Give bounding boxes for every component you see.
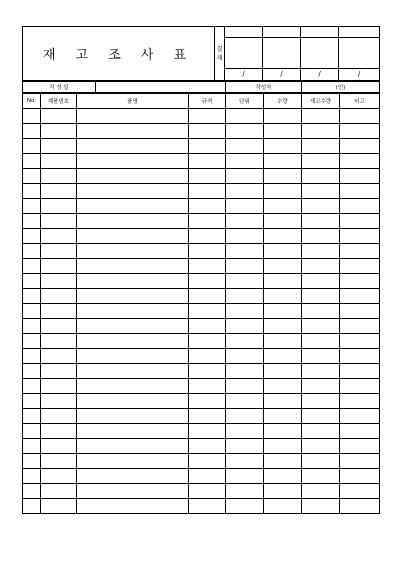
cell-remarks[interactable] <box>340 304 380 319</box>
cell-stock-quantity[interactable] <box>302 409 340 424</box>
cell-no[interactable] <box>23 214 41 229</box>
col-header-no: No. <box>23 94 41 109</box>
cell-unit[interactable] <box>226 229 264 244</box>
cell-stock-quantity[interactable] <box>302 379 340 394</box>
cell-unit[interactable] <box>226 484 264 499</box>
table-row <box>23 214 380 229</box>
cell-no[interactable] <box>23 169 41 184</box>
cell-unit[interactable] <box>226 469 264 484</box>
cell-stock-quantity[interactable] <box>302 364 340 379</box>
cell-remarks[interactable] <box>340 439 380 454</box>
approval-label-bottom: 재 <box>216 54 223 62</box>
cell-product-number[interactable] <box>41 454 77 469</box>
cell-quantity[interactable] <box>264 379 302 394</box>
cell-stock-quantity[interactable] <box>302 289 340 304</box>
cell-remarks[interactable] <box>340 184 380 199</box>
approval-label <box>215 27 225 81</box>
cell-product-name[interactable] <box>77 469 189 484</box>
cell-quantity[interactable] <box>264 364 302 379</box>
cell-quantity[interactable] <box>264 394 302 409</box>
cell-product-name[interactable] <box>77 394 189 409</box>
cell-unit[interactable] <box>226 154 264 169</box>
cell-quantity[interactable] <box>264 259 302 274</box>
cell-product-name[interactable] <box>77 304 189 319</box>
cell-product-number[interactable] <box>41 469 77 484</box>
cell-no[interactable] <box>23 289 41 304</box>
cell-spec[interactable] <box>189 169 226 184</box>
table-row <box>23 199 380 214</box>
cell-product-name[interactable] <box>77 109 189 124</box>
cell-no[interactable] <box>23 394 41 409</box>
cell-product-name[interactable] <box>77 499 189 514</box>
col-header-remarks: 비고 <box>340 94 380 109</box>
cell-product-name[interactable] <box>77 229 189 244</box>
cell-product-number[interactable] <box>41 364 77 379</box>
cell-no[interactable] <box>23 424 41 439</box>
table-row <box>23 184 380 199</box>
cell-product-number[interactable] <box>41 424 77 439</box>
cell-unit[interactable] <box>226 139 264 154</box>
table-row <box>23 274 380 289</box>
cell-stock-quantity[interactable] <box>302 229 340 244</box>
table-row <box>23 289 380 304</box>
cell-stock-quantity[interactable] <box>302 274 340 289</box>
table-row <box>23 439 380 454</box>
cell-no[interactable] <box>23 304 41 319</box>
col-header-quantity: 수량 <box>264 94 302 109</box>
cell-spec[interactable] <box>189 469 226 484</box>
approval-date-1[interactable]: / <box>225 68 263 80</box>
cell-no[interactable] <box>23 484 41 499</box>
cell-no[interactable] <box>23 274 41 289</box>
col-header-stock-quantity: 재고수량 <box>302 94 340 109</box>
cell-spec[interactable] <box>189 124 226 139</box>
table-body <box>23 109 380 514</box>
cell-product-number[interactable] <box>41 379 77 394</box>
cell-no[interactable] <box>23 109 41 124</box>
cell-product-number[interactable] <box>41 169 77 184</box>
cell-unit[interactable] <box>226 124 264 139</box>
cell-spec[interactable] <box>189 454 226 469</box>
cell-product-number[interactable] <box>41 334 77 349</box>
cell-stock-quantity[interactable] <box>302 454 340 469</box>
cell-stock-quantity[interactable] <box>302 424 340 439</box>
table-row <box>23 409 380 424</box>
cell-no[interactable] <box>23 349 41 364</box>
cell-no[interactable] <box>23 319 41 334</box>
cell-spec[interactable] <box>189 349 226 364</box>
cell-remarks[interactable] <box>340 124 380 139</box>
cell-product-number[interactable] <box>41 409 77 424</box>
cell-remarks[interactable] <box>340 274 380 289</box>
cell-product-number[interactable] <box>41 184 77 199</box>
cell-stock-quantity[interactable] <box>302 184 340 199</box>
cell-remarks[interactable] <box>340 154 380 169</box>
cell-no[interactable] <box>23 199 41 214</box>
col-header-product-name: 품명 <box>77 94 189 109</box>
cell-product-number[interactable] <box>41 499 77 514</box>
cell-product-name[interactable] <box>77 319 189 334</box>
cell-stock-quantity[interactable] <box>302 469 340 484</box>
cell-quantity[interactable] <box>264 424 302 439</box>
header-table <box>22 26 380 81</box>
table-row <box>23 169 380 184</box>
cell-spec[interactable] <box>189 319 226 334</box>
cell-quantity[interactable] <box>264 169 302 184</box>
cell-spec[interactable] <box>189 439 226 454</box>
cell-product-name[interactable] <box>77 274 189 289</box>
cell-no[interactable] <box>23 469 41 484</box>
cell-spec[interactable] <box>189 409 226 424</box>
cell-remarks[interactable] <box>340 379 380 394</box>
cell-stock-quantity[interactable] <box>302 499 340 514</box>
cell-stock-quantity[interactable] <box>302 439 340 454</box>
col-header-spec: 규격 <box>189 94 226 109</box>
cell-stock-quantity[interactable] <box>302 304 340 319</box>
cell-stock-quantity[interactable] <box>302 214 340 229</box>
cell-stock-quantity[interactable] <box>302 349 340 364</box>
cell-quantity[interactable] <box>264 409 302 424</box>
cell-remarks[interactable] <box>340 469 380 484</box>
cell-stock-quantity[interactable] <box>302 334 340 349</box>
table-row <box>23 259 380 274</box>
cell-product-name[interactable] <box>77 424 189 439</box>
cell-product-name[interactable] <box>77 334 189 349</box>
cell-quantity[interactable] <box>264 154 302 169</box>
cell-spec[interactable] <box>189 304 226 319</box>
cell-stock-quantity[interactable] <box>302 199 340 214</box>
cell-quantity[interactable] <box>264 244 302 259</box>
cell-remarks[interactable] <box>340 484 380 499</box>
table-row <box>23 424 380 439</box>
cell-product-number[interactable] <box>41 289 77 304</box>
table-row <box>23 379 380 394</box>
cell-product-name[interactable] <box>77 409 189 424</box>
cell-quantity[interactable] <box>264 334 302 349</box>
approval-sign-3[interactable] <box>301 38 339 69</box>
date-field[interactable] <box>96 82 226 93</box>
cell-spec[interactable] <box>189 214 226 229</box>
cell-product-name[interactable] <box>77 379 189 394</box>
cell-stock-quantity[interactable] <box>302 124 340 139</box>
cell-product-name[interactable] <box>77 139 189 154</box>
approval-date-4[interactable]: / <box>339 68 380 80</box>
col-header-unit: 단위 <box>226 94 264 109</box>
cell-product-number[interactable] <box>41 349 77 364</box>
cell-spec[interactable] <box>189 109 226 124</box>
cell-quantity[interactable] <box>264 304 302 319</box>
table-row <box>23 124 380 139</box>
cell-unit[interactable] <box>226 259 264 274</box>
cell-remarks[interactable] <box>340 229 380 244</box>
cell-product-name[interactable] <box>77 214 189 229</box>
approval-title-3[interactable] <box>301 27 339 38</box>
cell-unit[interactable] <box>226 319 264 334</box>
cell-product-name[interactable] <box>77 364 189 379</box>
cell-product-name[interactable] <box>77 169 189 184</box>
cell-stock-quantity[interactable] <box>302 169 340 184</box>
col-header-product-number: 제품번호 <box>41 94 77 109</box>
cell-remarks[interactable] <box>340 109 380 124</box>
cell-stock-quantity[interactable] <box>302 154 340 169</box>
table-row <box>23 334 380 349</box>
cell-product-number[interactable] <box>41 229 77 244</box>
cell-no[interactable] <box>23 454 41 469</box>
cell-quantity[interactable] <box>264 199 302 214</box>
cell-unit[interactable] <box>226 394 264 409</box>
cell-spec[interactable] <box>189 229 226 244</box>
cell-unit[interactable] <box>226 214 264 229</box>
cell-unit[interactable] <box>226 304 264 319</box>
cell-spec[interactable] <box>189 394 226 409</box>
table-row <box>23 139 380 154</box>
cell-product-number[interactable] <box>41 394 77 409</box>
approval-label-top: 결 <box>216 45 223 53</box>
inventory-table <box>22 93 380 514</box>
cell-quantity[interactable] <box>264 439 302 454</box>
author-label: 작성자 <box>226 82 302 93</box>
cell-remarks[interactable] <box>340 424 380 439</box>
cell-stock-quantity[interactable] <box>302 259 340 274</box>
cell-spec[interactable] <box>189 484 226 499</box>
table-row <box>23 244 380 259</box>
date-label: 작 성 일 <box>23 82 96 93</box>
cell-remarks[interactable] <box>340 244 380 259</box>
cell-quantity[interactable] <box>264 499 302 514</box>
cell-spec[interactable] <box>189 199 226 214</box>
cell-quantity[interactable] <box>264 289 302 304</box>
cell-remarks[interactable] <box>340 499 380 514</box>
approval-date-3[interactable]: / <box>301 68 339 80</box>
table-header-row <box>23 94 380 109</box>
author-seal-field[interactable]: (인) <box>302 82 380 93</box>
document-title: 재 고 조 사 표 <box>23 27 215 81</box>
cell-remarks[interactable] <box>340 199 380 214</box>
cell-product-number[interactable] <box>41 109 77 124</box>
cell-unit[interactable] <box>226 289 264 304</box>
cell-stock-quantity[interactable] <box>302 244 340 259</box>
cell-product-number[interactable] <box>41 304 77 319</box>
cell-product-number[interactable] <box>41 124 77 139</box>
cell-product-number[interactable] <box>41 274 77 289</box>
approval-sign-4[interactable] <box>339 38 380 69</box>
cell-stock-quantity[interactable] <box>302 394 340 409</box>
cell-quantity[interactable] <box>264 214 302 229</box>
cell-no[interactable] <box>23 139 41 154</box>
table-row <box>23 349 380 364</box>
cell-remarks[interactable] <box>340 394 380 409</box>
cell-remarks[interactable] <box>340 259 380 274</box>
cell-unit[interactable] <box>226 499 264 514</box>
table-row <box>23 304 380 319</box>
cell-quantity[interactable] <box>264 124 302 139</box>
cell-product-name[interactable] <box>77 484 189 499</box>
approval-title-1[interactable] <box>225 27 263 38</box>
cell-product-number[interactable] <box>41 259 77 274</box>
cell-no[interactable] <box>23 124 41 139</box>
cell-unit[interactable] <box>226 409 264 424</box>
table-row <box>23 469 380 484</box>
cell-quantity[interactable] <box>264 349 302 364</box>
cell-remarks[interactable] <box>340 349 380 364</box>
cell-unit[interactable] <box>226 109 264 124</box>
cell-spec[interactable] <box>189 334 226 349</box>
cell-quantity[interactable] <box>264 319 302 334</box>
cell-spec[interactable] <box>189 499 226 514</box>
cell-no[interactable] <box>23 259 41 274</box>
cell-remarks[interactable] <box>340 454 380 469</box>
approval-title-4[interactable] <box>339 27 380 38</box>
cell-product-name[interactable] <box>77 349 189 364</box>
cell-spec[interactable] <box>189 244 226 259</box>
cell-no[interactable] <box>23 229 41 244</box>
cell-no[interactable] <box>23 409 41 424</box>
cell-no[interactable] <box>23 364 41 379</box>
cell-remarks[interactable] <box>340 169 380 184</box>
approval-title-2[interactable] <box>263 27 301 38</box>
cell-product-number[interactable] <box>41 199 77 214</box>
cell-spec[interactable] <box>189 364 226 379</box>
cell-stock-quantity[interactable] <box>302 484 340 499</box>
table-row <box>23 364 380 379</box>
cell-product-name[interactable] <box>77 124 189 139</box>
inventory-sheet <box>22 26 379 515</box>
cell-no[interactable] <box>23 334 41 349</box>
approval-sign-2[interactable] <box>263 38 301 69</box>
table-row <box>23 484 380 499</box>
cell-spec[interactable] <box>189 274 226 289</box>
table-row <box>23 319 380 334</box>
cell-spec[interactable] <box>189 139 226 154</box>
cell-unit[interactable] <box>226 424 264 439</box>
table-row <box>23 394 380 409</box>
cell-spec[interactable] <box>189 289 226 304</box>
cell-product-name[interactable] <box>77 154 189 169</box>
cell-spec[interactable] <box>189 259 226 274</box>
cell-product-name[interactable] <box>77 289 189 304</box>
cell-unit[interactable] <box>226 334 264 349</box>
cell-no[interactable] <box>23 439 41 454</box>
cell-no[interactable] <box>23 244 41 259</box>
cell-quantity[interactable] <box>264 484 302 499</box>
cell-product-number[interactable] <box>41 154 77 169</box>
cell-no[interactable] <box>23 379 41 394</box>
cell-product-name[interactable] <box>77 244 189 259</box>
table-row <box>23 499 380 514</box>
approval-date-2[interactable]: / <box>263 68 301 80</box>
cell-unit[interactable] <box>226 244 264 259</box>
cell-unit[interactable] <box>226 379 264 394</box>
cell-quantity[interactable] <box>264 109 302 124</box>
cell-remarks[interactable] <box>340 139 380 154</box>
info-row <box>22 81 380 93</box>
cell-unit[interactable] <box>226 274 264 289</box>
cell-remarks[interactable] <box>340 364 380 379</box>
cell-no[interactable] <box>23 154 41 169</box>
cell-quantity[interactable] <box>264 229 302 244</box>
cell-unit[interactable] <box>226 454 264 469</box>
cell-quantity[interactable] <box>264 184 302 199</box>
cell-stock-quantity[interactable] <box>302 319 340 334</box>
cell-product-name[interactable] <box>77 199 189 214</box>
cell-unit[interactable] <box>226 184 264 199</box>
cell-unit[interactable] <box>226 439 264 454</box>
cell-quantity[interactable] <box>264 139 302 154</box>
cell-product-number[interactable] <box>41 484 77 499</box>
cell-remarks[interactable] <box>340 334 380 349</box>
cell-remarks[interactable] <box>340 214 380 229</box>
cell-product-number[interactable] <box>41 319 77 334</box>
cell-stock-quantity[interactable] <box>302 139 340 154</box>
table-row <box>23 454 380 469</box>
cell-product-number[interactable] <box>41 139 77 154</box>
cell-unit[interactable] <box>226 349 264 364</box>
table-row <box>23 229 380 244</box>
cell-spec[interactable] <box>189 184 226 199</box>
cell-product-number[interactable] <box>41 439 77 454</box>
cell-product-number[interactable] <box>41 214 77 229</box>
cell-product-number[interactable] <box>41 244 77 259</box>
cell-spec[interactable] <box>189 424 226 439</box>
table-row <box>23 109 380 124</box>
table-row <box>23 154 380 169</box>
cell-stock-quantity[interactable] <box>302 109 340 124</box>
cell-product-name[interactable] <box>77 439 189 454</box>
cell-quantity[interactable] <box>264 454 302 469</box>
cell-product-name[interactable] <box>77 259 189 274</box>
cell-remarks[interactable] <box>340 319 380 334</box>
cell-remarks[interactable] <box>340 289 380 304</box>
cell-no[interactable] <box>23 499 41 514</box>
cell-unit[interactable] <box>226 364 264 379</box>
cell-spec[interactable] <box>189 379 226 394</box>
cell-product-name[interactable] <box>77 184 189 199</box>
cell-spec[interactable] <box>189 154 226 169</box>
cell-remarks[interactable] <box>340 409 380 424</box>
cell-unit[interactable] <box>226 199 264 214</box>
cell-unit[interactable] <box>226 169 264 184</box>
cell-quantity[interactable] <box>264 469 302 484</box>
cell-no[interactable] <box>23 184 41 199</box>
cell-product-name[interactable] <box>77 454 189 469</box>
cell-quantity[interactable] <box>264 274 302 289</box>
approval-sign-1[interactable] <box>225 38 263 69</box>
